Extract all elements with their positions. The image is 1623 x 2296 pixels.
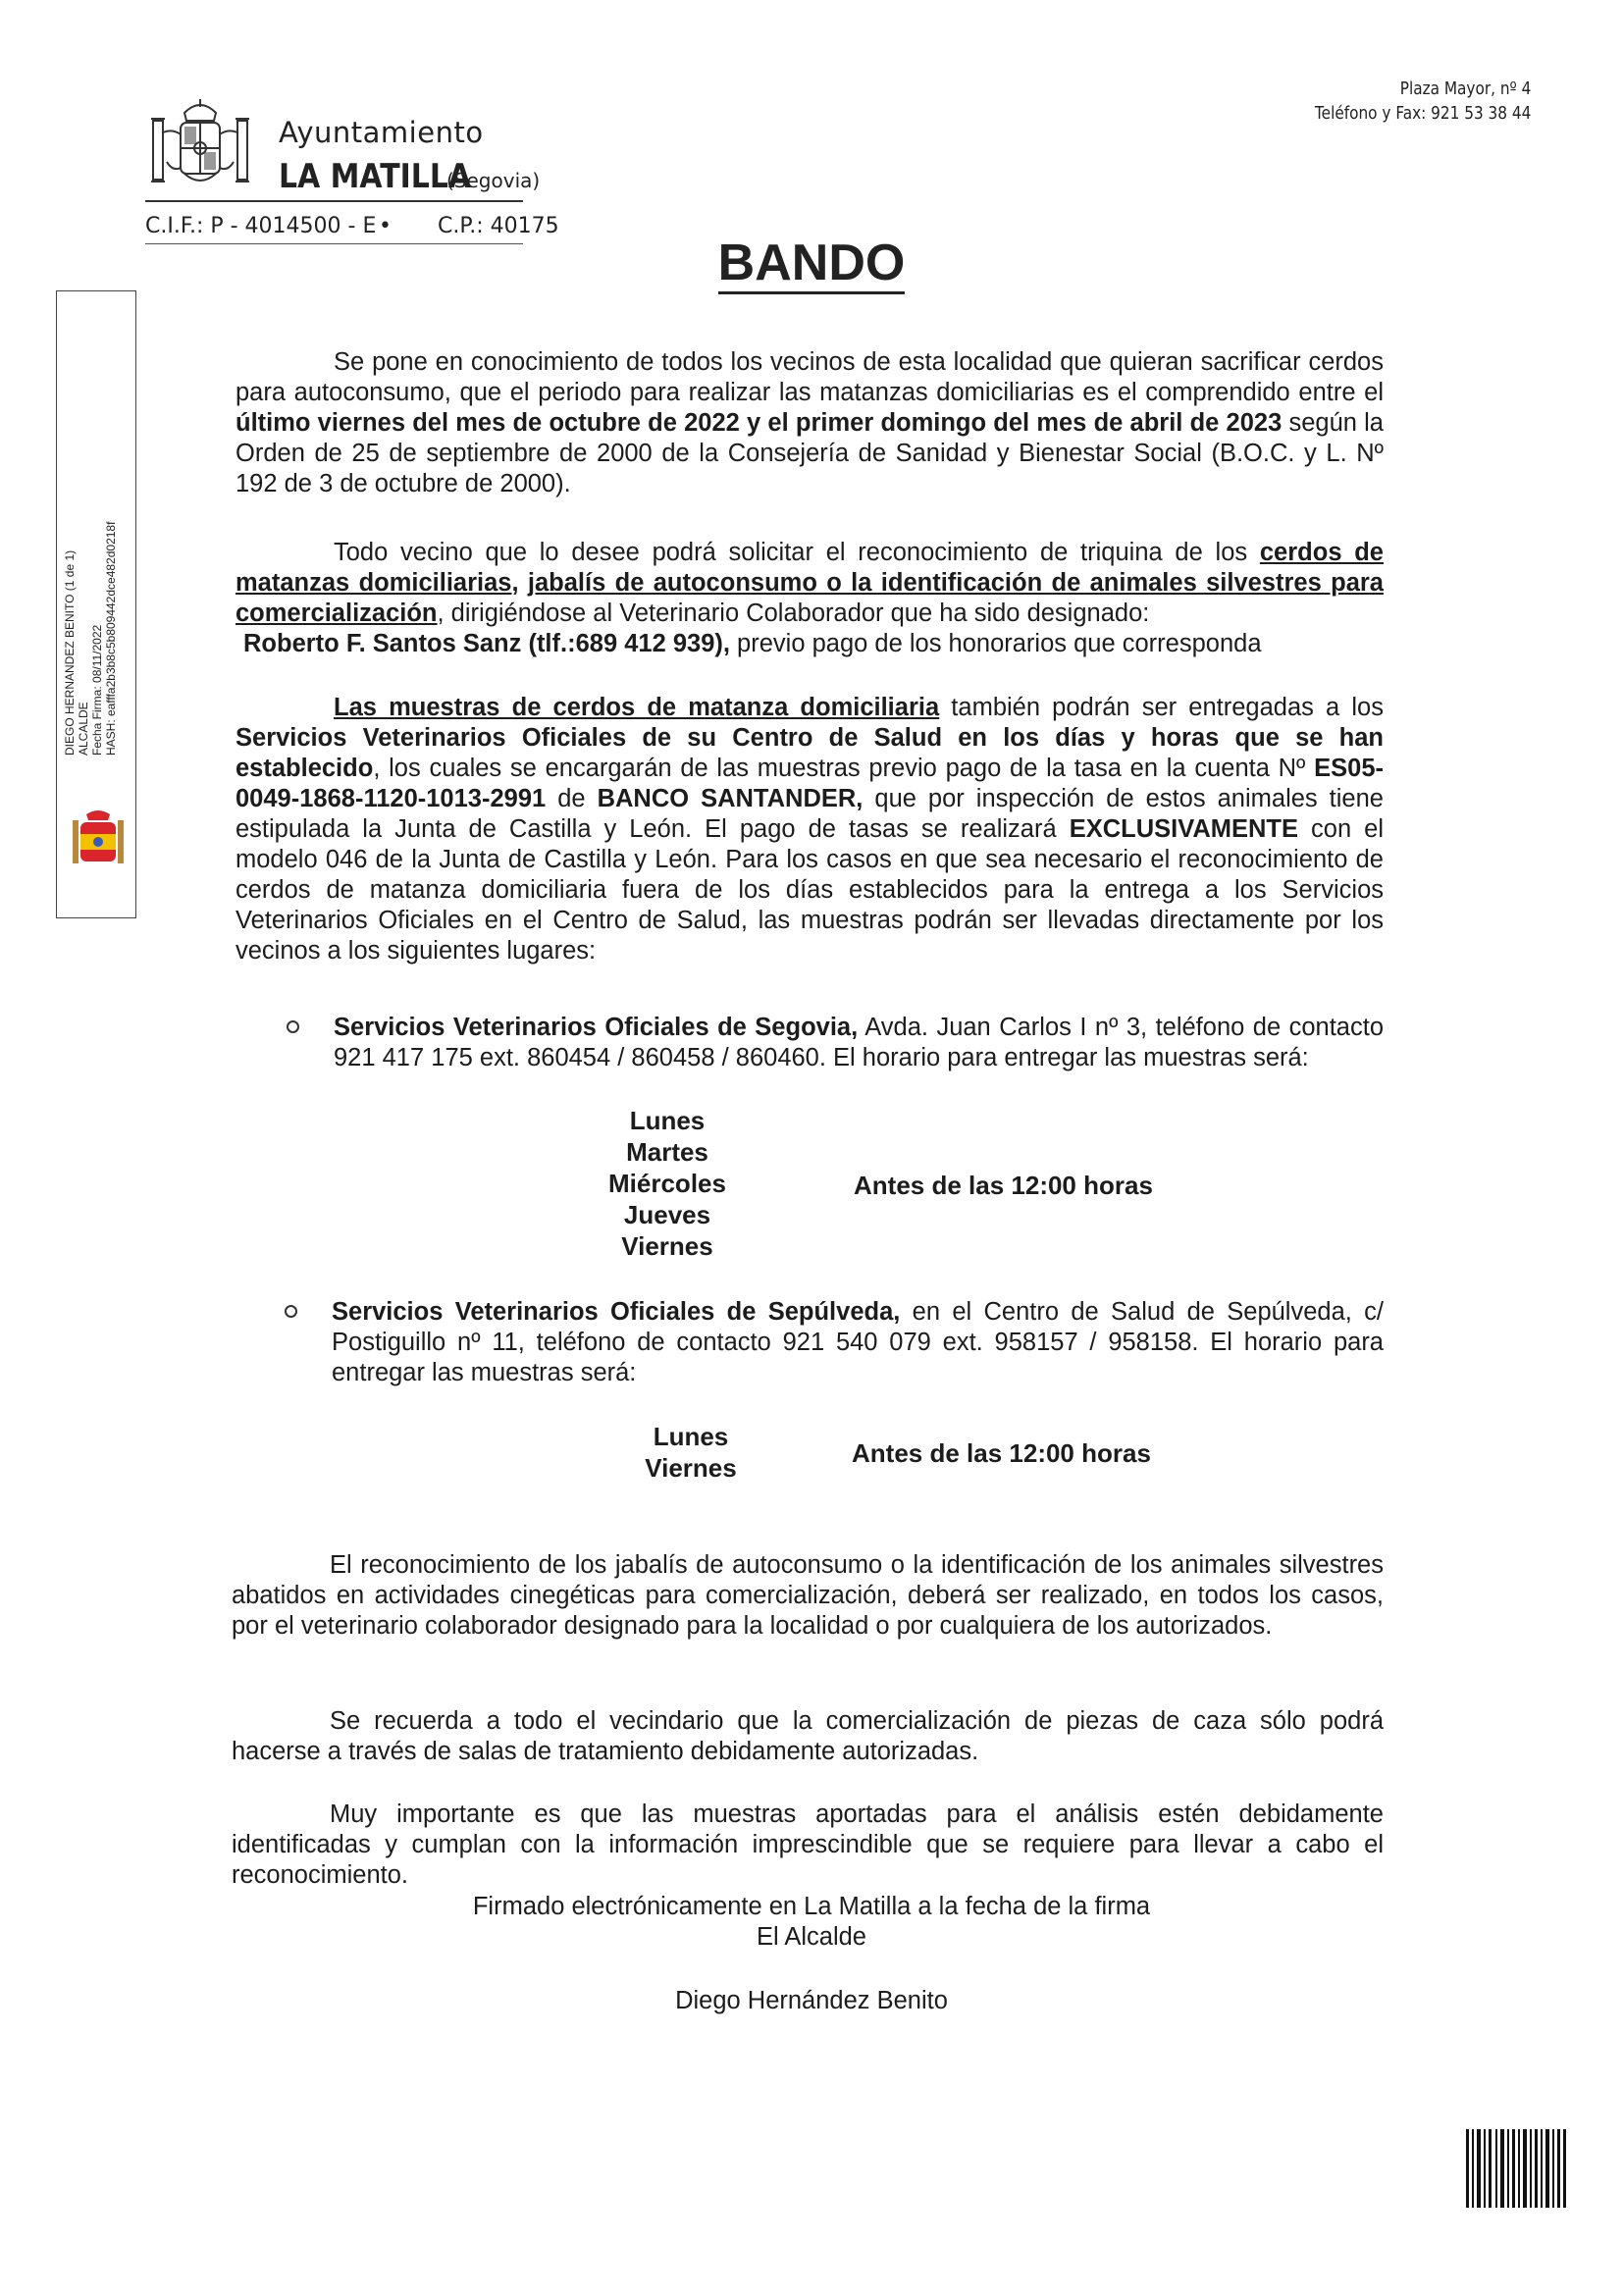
paragraph-samples bbox=[236, 693, 1384, 966]
text: en el Centro de Salud de Sepúlveda, c/ Postiguillo nº 11, teléfono de contacto 921 540 079 ext. 958157 / 958158. El horario para entregar las muestras será: bbox=[332, 1298, 1384, 1386]
text: , bbox=[511, 569, 528, 597]
bold-text: EXCLUSIVAMENTE bbox=[1069, 815, 1298, 843]
signature-role: ALCALDE bbox=[77, 702, 90, 756]
text: también podrán ser entregadas a los bbox=[939, 694, 1384, 721]
text: con el modelo 046 de la Junta de Castilla y León. Para los casos en que sea necesario el reconocimiento de cerdos de matanza domiciliaria fuera de los días establecidos para la entrega a los Servicios Veterinarios Oficiales en el Centro de Salud, las muestras podrán ser llevadas directamente por los vecinos a los siguientes lugares: bbox=[236, 815, 1384, 965]
day: Jueves bbox=[623, 1200, 711, 1229]
header-address: Plaza Mayor, nº 4 bbox=[1399, 78, 1531, 99]
signature-hash: HASH: eafffa2b3b8c5b809442dce482d0218f bbox=[104, 521, 118, 756]
bold-text: Servicios Veterinarios Oficiales de su Centro de Salud en los días y horas que se han establecido bbox=[236, 724, 1384, 782]
paragraph-sample-identification: Muy importante es que las muestras aportadas para el análisis estén debidamente identificadas y cumplan con la información imprescindible que se requiere para llevar a cabo el reconocimiento. bbox=[232, 1800, 1384, 1889]
underlined-text: Las muestras de cerdos de matanza domiciliaria bbox=[334, 694, 940, 721]
text: , dirigiéndose al Veterinario Colaborador que ha sido designado: bbox=[437, 600, 1150, 627]
day: Lunes bbox=[629, 1106, 706, 1135]
header-org: Ayuntamiento bbox=[279, 116, 484, 149]
underlined-text: jabalís de autoconsumo o la identificación de animales silvestres para comercialización bbox=[236, 569, 1384, 627]
schedule-hours-sepulveda: Antes de las 12:00 horas bbox=[852, 1438, 1151, 1468]
paragraph-veterinarian bbox=[236, 538, 1384, 659]
list-item-sepulveda bbox=[332, 1297, 1384, 1388]
schedule-days-sepulveda bbox=[593, 1421, 789, 1484]
header-province: (Segovia) bbox=[446, 169, 541, 192]
paragraph-period bbox=[236, 347, 1384, 499]
day: Lunes bbox=[653, 1422, 729, 1451]
closing-role: El Alcalde bbox=[757, 1923, 866, 1951]
signature-date: Fecha Firma: 08/11/2022 bbox=[90, 624, 104, 756]
text: Avda. Juan Carlos I nº 3, teléfono de contacto 921 417 175 ext. 860454 / 860458 / 860460. El horario para entregar las muestras será: bbox=[334, 1014, 1384, 1071]
text: Se pone en conocimiento de todos los vecinos de esta localidad que quieran sacrificar cerdos para autoconsumo, que el periodo para realizar las matanzas domiciliarias es el comprendido entre el bbox=[236, 348, 1384, 406]
text: según la Orden de 25 de septiembre de 2000 de la Consejería de Sanidad y Bienestar Social (B.O.C. y L. Nº 192 de 3 de octubre de 2000). bbox=[236, 409, 1384, 497]
underlined-text: cerdos de matanzas domiciliarias bbox=[236, 539, 1384, 597]
day: Martes bbox=[626, 1137, 708, 1167]
date-range: último viernes del mes de octubre de 2022 y el primer domingo del mes de abril de 2023 bbox=[236, 409, 1283, 437]
header-address-block bbox=[1315, 77, 1531, 126]
bullet-icon bbox=[287, 1020, 299, 1033]
signature-signer: DIEGO HERNANDEZ BENITO (1 de 1) bbox=[63, 549, 77, 756]
signature-text bbox=[63, 471, 118, 756]
bank-name: BANCO SANTANDER, bbox=[597, 785, 864, 812]
paragraph-wild-animals: El reconocimiento de los jabalís de autoconsumo o la identificación de los animales silvestres abatidos en actividades cinegéticas para comercialización, deberá ser realizado, en todos los casos, por el veterinario colaborador designado para la localidad o por cualquiera de los autorizados. bbox=[232, 1551, 1384, 1640]
header-cp: C.P.: 40175 bbox=[438, 214, 559, 238]
seal-icon bbox=[71, 809, 126, 871]
header-phone: Teléfono y Fax: 921 53 38 44 bbox=[1314, 103, 1531, 124]
header-town: LA MATILLA bbox=[279, 157, 472, 196]
coat-of-arms-icon bbox=[145, 93, 255, 203]
veterinarian-contact: Roberto F. Santos Sanz (tlf.:689 412 939), bbox=[243, 630, 730, 657]
page-title: BANDO bbox=[0, 234, 1623, 292]
day: Viernes bbox=[645, 1453, 737, 1483]
text: , los cuales se encargarán de las muestras previo pago de la tasa en la cuenta Nº bbox=[373, 755, 1315, 782]
header-bullet: • bbox=[379, 214, 392, 238]
text: previo pago de los honorarios que corresponda bbox=[729, 630, 1262, 657]
text: Todo vecino que lo desee podrá solicitar el reconocimiento de triquina de los bbox=[334, 539, 1260, 566]
closing-name: Diego Hernández Benito bbox=[675, 1987, 948, 2014]
office-name: Servicios Veterinarios Oficiales de Sepúlveda, bbox=[332, 1298, 901, 1326]
office-name: Servicios Veterinarios Oficiales de Segovia, bbox=[334, 1014, 859, 1041]
text: que por inspección de estos animales tiene estipulada la Junta de Castilla y León. El pago de tasas se realizará bbox=[236, 785, 1384, 843]
bullet-icon bbox=[285, 1305, 297, 1318]
closing-signed-line: Firmado electrónicamente en La Matilla a la fecha de la firma bbox=[472, 1893, 1151, 1920]
text: de bbox=[546, 785, 598, 812]
bank-account: ES05-0049-1868-1120-1013-2991 bbox=[236, 755, 1384, 812]
day: Miércoles bbox=[608, 1169, 726, 1198]
header-divider bbox=[145, 200, 523, 202]
schedule-hours-segovia: Antes de las 12:00 horas bbox=[854, 1171, 1153, 1200]
paragraph-game-sales: Se recuerda a todo el vecindario que la comercialización de piezas de caza sólo podrá hacerse a través de salas de tratamiento debidamente autorizadas. bbox=[232, 1707, 1384, 1765]
list-item-segovia bbox=[334, 1013, 1384, 1073]
day: Viernes bbox=[621, 1231, 713, 1261]
barcode-icon bbox=[1466, 2129, 1568, 2208]
schedule-days-segovia bbox=[569, 1105, 765, 1262]
header-cif: C.I.F.: P - 4014500 - E bbox=[145, 214, 377, 238]
